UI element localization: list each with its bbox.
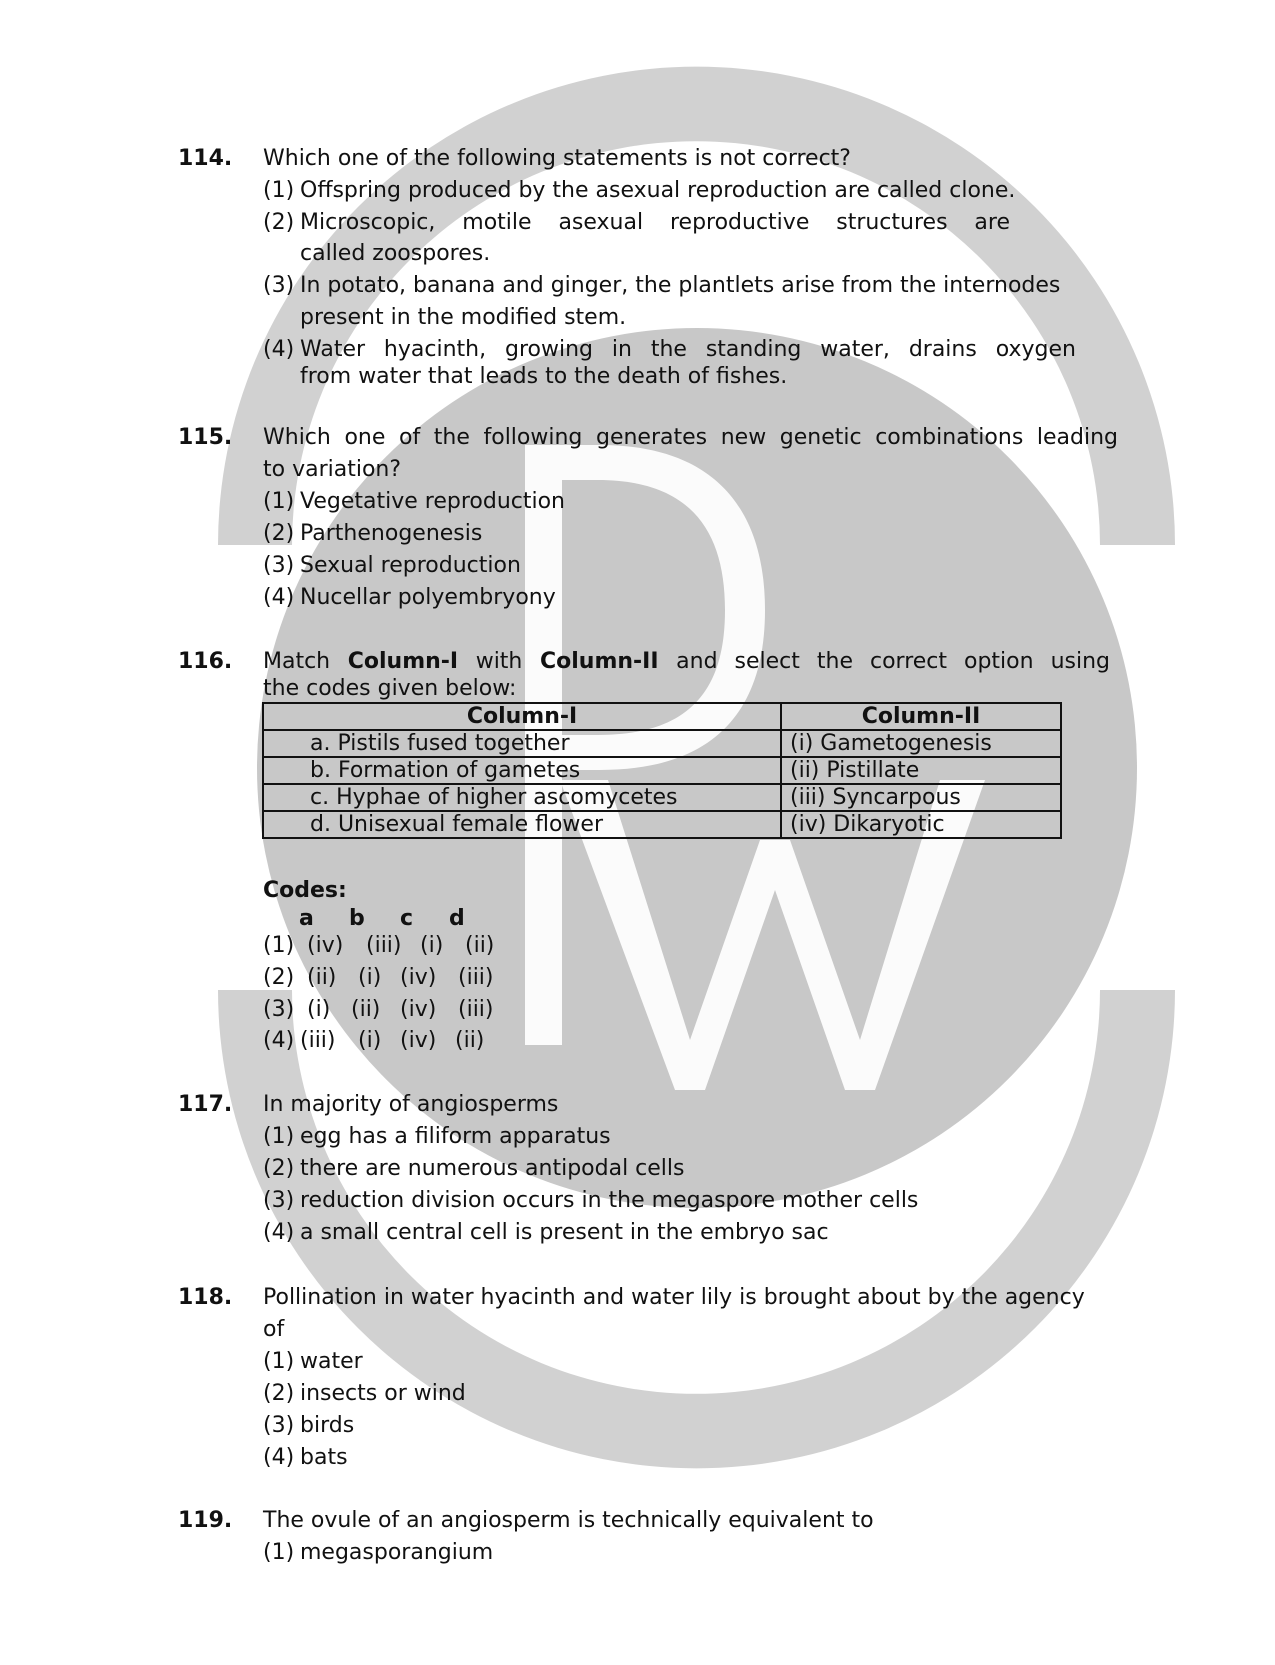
option-text: reduction division occurs in the megaspore mother cells bbox=[300, 1188, 919, 1213]
code-value: (iii) bbox=[458, 965, 494, 990]
column-1-cell: b. Formation of gametes bbox=[263, 757, 781, 784]
option-number: (4) bbox=[263, 585, 295, 610]
option-number: (1) bbox=[263, 1349, 295, 1374]
option-1 bbox=[263, 1346, 363, 1378]
option-4 bbox=[263, 582, 556, 614]
code-value: (ii) bbox=[307, 965, 337, 990]
question-number: 119. bbox=[178, 1508, 233, 1533]
option-text: there are numerous antipodal cells bbox=[300, 1156, 685, 1181]
code-col-d: d bbox=[449, 906, 465, 931]
code-value: (iv) bbox=[400, 1028, 437, 1053]
option-text: Parthenogenesis bbox=[300, 521, 483, 546]
code-value: (iv) bbox=[307, 933, 344, 958]
code-value: (i) bbox=[420, 933, 444, 958]
option-4 bbox=[263, 1442, 348, 1474]
code-value: (ii) bbox=[465, 933, 495, 958]
question-number: 116. bbox=[178, 649, 233, 674]
option-text: megasporangium bbox=[300, 1540, 494, 1565]
match-table bbox=[262, 702, 1062, 839]
option-number: (2) bbox=[263, 1156, 295, 1181]
option-text: Offspring produced by the asexual reproduction are called clone. bbox=[300, 178, 1016, 203]
question-stem-continuation: the codes given below: bbox=[263, 676, 517, 701]
option-number: (4) bbox=[263, 337, 295, 362]
option-text: birds bbox=[300, 1413, 355, 1438]
option-number: (3) bbox=[263, 1413, 295, 1438]
option-continuation: present in the modified stem. bbox=[300, 305, 627, 330]
option-number: (4) bbox=[263, 1445, 295, 1470]
option-continuation: called zoospores. bbox=[300, 241, 491, 266]
code-value: (i) bbox=[358, 965, 382, 990]
table-row bbox=[263, 784, 1061, 811]
option-1 bbox=[263, 1537, 493, 1569]
option-number: (1) bbox=[263, 178, 295, 203]
code-col-a: a bbox=[299, 906, 314, 931]
option-number: (1) bbox=[263, 1540, 295, 1565]
stem-part-bold: Column-I bbox=[347, 649, 459, 674]
option-text: bats bbox=[300, 1445, 348, 1470]
column-2-cell: (iv) Dikaryotic bbox=[781, 811, 1061, 838]
code-value: (iii) bbox=[366, 933, 402, 958]
question-stem: Which one of the following generates new genetic combinations leading bbox=[263, 425, 1118, 450]
option-text: Vegetative reproduction bbox=[300, 489, 565, 514]
option-text: Water hyacinth, growing in the standing water, drains oxygen bbox=[300, 337, 1076, 362]
option-number: (1) bbox=[263, 1124, 295, 1149]
option-number: (2) bbox=[263, 210, 295, 235]
question-number: 114. bbox=[178, 146, 233, 171]
column-2-cell: (ii) Pistillate bbox=[781, 757, 1061, 784]
option-number: (2) bbox=[263, 1381, 295, 1406]
question-stem: In majority of angiosperms bbox=[263, 1092, 559, 1117]
stem-part-bold: Column-II bbox=[539, 649, 659, 674]
code-option-number: (3) bbox=[263, 997, 295, 1022]
table-row bbox=[263, 811, 1061, 838]
option-3 bbox=[263, 1410, 354, 1442]
code-option-number: (4) bbox=[263, 1028, 295, 1053]
stem-part: with bbox=[475, 649, 523, 674]
option-2 bbox=[263, 1153, 685, 1185]
option-text: egg has a filiform apparatus bbox=[300, 1124, 611, 1149]
code-option-number: (1) bbox=[263, 933, 295, 958]
option-1 bbox=[263, 175, 1015, 207]
table-row bbox=[263, 730, 1061, 757]
option-1 bbox=[263, 1121, 611, 1153]
question-number: 115. bbox=[178, 425, 233, 450]
option-2 bbox=[263, 518, 482, 550]
question-number: 118. bbox=[178, 1285, 233, 1310]
code-col-b: b bbox=[349, 906, 365, 931]
option-number: (3) bbox=[263, 1188, 295, 1213]
option-3 bbox=[263, 270, 1060, 302]
stem-part: Match bbox=[263, 649, 331, 674]
option-text: In potato, banana and ginger, the plantlets arise from the internodes bbox=[300, 273, 1061, 298]
column-2-cell: (iii) Syncarpous bbox=[781, 784, 1061, 811]
question-stem: Pollination in water hyacinth and water lily is brought about by the agency bbox=[263, 1285, 1085, 1310]
question-stem-continuation: to variation? bbox=[263, 457, 402, 482]
column-1-cell: c. Hyphae of higher ascomycetes bbox=[263, 784, 781, 811]
column-1-cell: d. Unisexual female flower bbox=[263, 811, 781, 838]
question-stem: The ovule of an angiosperm is technically equivalent to bbox=[263, 1508, 874, 1533]
option-number: (3) bbox=[263, 553, 295, 578]
table-header-row bbox=[263, 703, 1061, 730]
codes-label: Codes: bbox=[263, 878, 347, 903]
question-stem: Which one of the following statements is not correct? bbox=[263, 146, 851, 171]
option-2 bbox=[263, 1378, 466, 1410]
code-value: (iii) bbox=[458, 997, 494, 1022]
column-1-cell: a. Pistils fused together bbox=[263, 730, 781, 757]
option-3 bbox=[263, 1185, 918, 1217]
option-continuation: from water that leads to the death of fishes. bbox=[300, 364, 788, 389]
option-2 bbox=[263, 207, 1010, 239]
code-value: (iii) bbox=[300, 1028, 336, 1053]
option-3 bbox=[263, 550, 521, 582]
column-2-cell: (i) Gametogenesis bbox=[781, 730, 1061, 757]
code-value: (i) bbox=[358, 1028, 382, 1053]
code-value: (ii) bbox=[351, 997, 381, 1022]
question-stem-continuation: of bbox=[263, 1317, 285, 1342]
code-option-number: (2) bbox=[263, 965, 295, 990]
option-number: (2) bbox=[263, 521, 295, 546]
option-text: insects or wind bbox=[300, 1381, 466, 1406]
option-text: water bbox=[300, 1349, 363, 1374]
table-row bbox=[263, 757, 1061, 784]
stem-part: and select the correct option using bbox=[676, 649, 1110, 674]
option-number: (1) bbox=[263, 489, 295, 514]
option-number: (3) bbox=[263, 273, 295, 298]
code-value: (iv) bbox=[400, 965, 437, 990]
column-2-header: Column-II bbox=[781, 703, 1061, 730]
code-value: (iv) bbox=[400, 997, 437, 1022]
option-number: (4) bbox=[263, 1220, 295, 1245]
option-text: Microscopic, motile asexual reproductive structures are bbox=[300, 210, 1010, 235]
option-1 bbox=[263, 486, 565, 518]
option-text: a small central cell is present in the embryo sac bbox=[300, 1220, 829, 1245]
code-value: (i) bbox=[307, 997, 331, 1022]
question-number: 117. bbox=[178, 1092, 233, 1117]
option-text: Sexual reproduction bbox=[300, 553, 521, 578]
column-1-header: Column-I bbox=[263, 703, 781, 730]
option-text: Nucellar polyembryony bbox=[300, 585, 556, 610]
code-value: (ii) bbox=[455, 1028, 485, 1053]
option-4 bbox=[263, 1217, 829, 1249]
code-col-c: c bbox=[400, 906, 414, 931]
